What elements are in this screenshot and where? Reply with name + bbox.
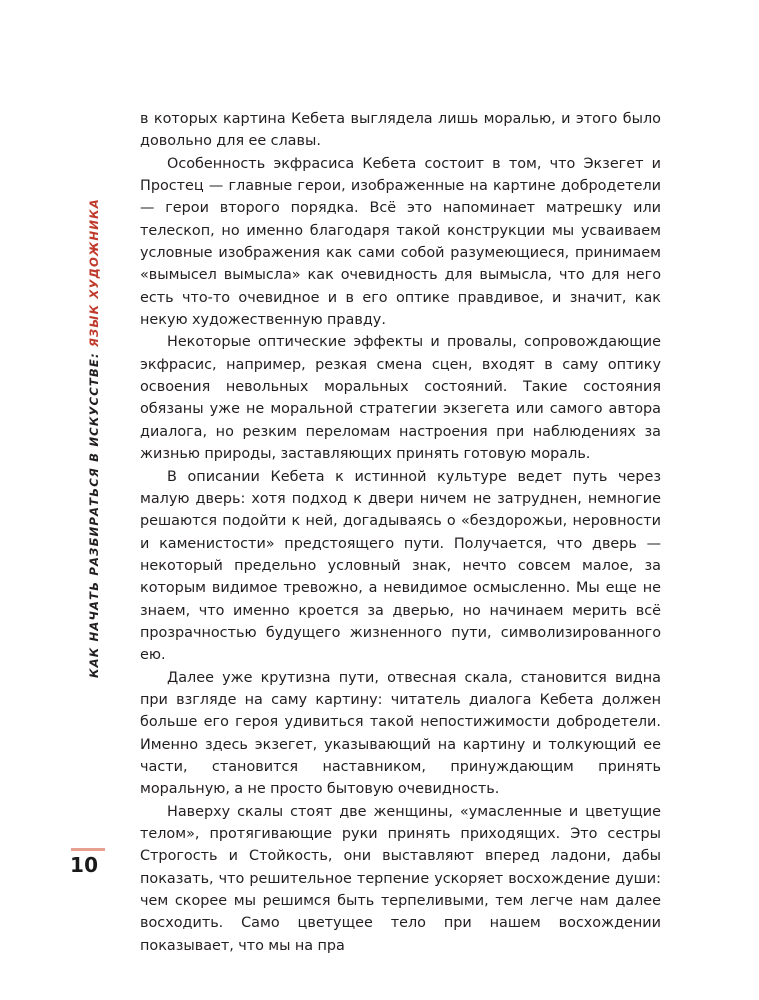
body-paragraph: Далее уже крутизна пути, отвесная скала, становится видна при взгляде на саму картину: читатель диалога Кебета должен больше его героя удивиться такой непостижимости добродетели. Именно здесь экзегет, указывающий на картину и толкующий ее части, становится наставником, принуждающим принять моральную, а не просто бытовую очевидность. — [140, 669, 661, 798]
body-paragraph: Особенность экфрасиса Кебета состоит в том, что Экзегет и Простец — главные герои, изображенные на картине добродетели — герои второго порядка. Всё это напоминает матрешку или телескоп, но именно благодаря такой конструкции мы усваиваем условные изображения как сами собой разумеющиеся, принимаем «вымысел вымысла» как очевидность для вымысла, что для него есть что-то очевидное и в его оптике правдивое, и значит, как некую художественную правду. — [140, 155, 661, 329]
running-head-text — [87, 198, 101, 678]
running-head — [22, 118, 142, 678]
body-paragraph: Наверху скалы стоят две женщины, «умасленные и цветущие телом», протягивающие руки принять приходящих. Это сестры Строгость и Стойкость, они выставляют вперед ладони, дабы показать, что решительное терпение ускоряет восхождение души: чем скорее мы решимся быть терпеливыми, тем легче нам далее восходить. Само цветущее тело при нашем восхождении показывает, что мы на пра — [140, 803, 661, 954]
body-text-column — [140, 108, 661, 957]
running-head-rotator — [82, 118, 106, 678]
running-head-subtitle: ЯЗЫК ХУДОЖНИКА — [87, 198, 101, 348]
folio — [70, 848, 132, 875]
body-paragraph: в которых картина Кебета выглядела лишь моралью, и этого было довольно для ее славы. — [140, 111, 661, 150]
running-head-title: КАК НАЧАТЬ РАЗБИРАТЬСЯ В ИСКУССТВЕ: — [87, 352, 101, 678]
page-number: 10 — [70, 853, 99, 877]
body-paragraph: Некоторые оптические эффекты и провалы, сопровождающие экфрасис, например, резкая смена сцен, входят в саму оптику освоения невольных моральных состояний. Такие состояния обязаны уже не моральной стратегии экзегета или самого автора диалога, но резким переломам настроения при наблюдениях за жизнью природы, заставляющих принять готовую мораль. — [140, 334, 661, 463]
folio-rule — [71, 848, 105, 851]
body-paragraph: В описании Кебета к истинной культуре ведет путь через малую дверь: хотя подход к двери ничем не затруднен, немногие решаются подойти к ней, догадываясь о «бездорожьи, неровности и каменистости» предстоящего пути. Получается, что дверь — некоторый предельно условный знак, нечто совсем малое, за которым видимое тревожно, а невидимое осмысленно. Мы еще не знаем, что именно кроется за дверью, но начинаем мерить всё прозрачностью будущего жизненного пути, символизированного ею. — [140, 468, 661, 664]
